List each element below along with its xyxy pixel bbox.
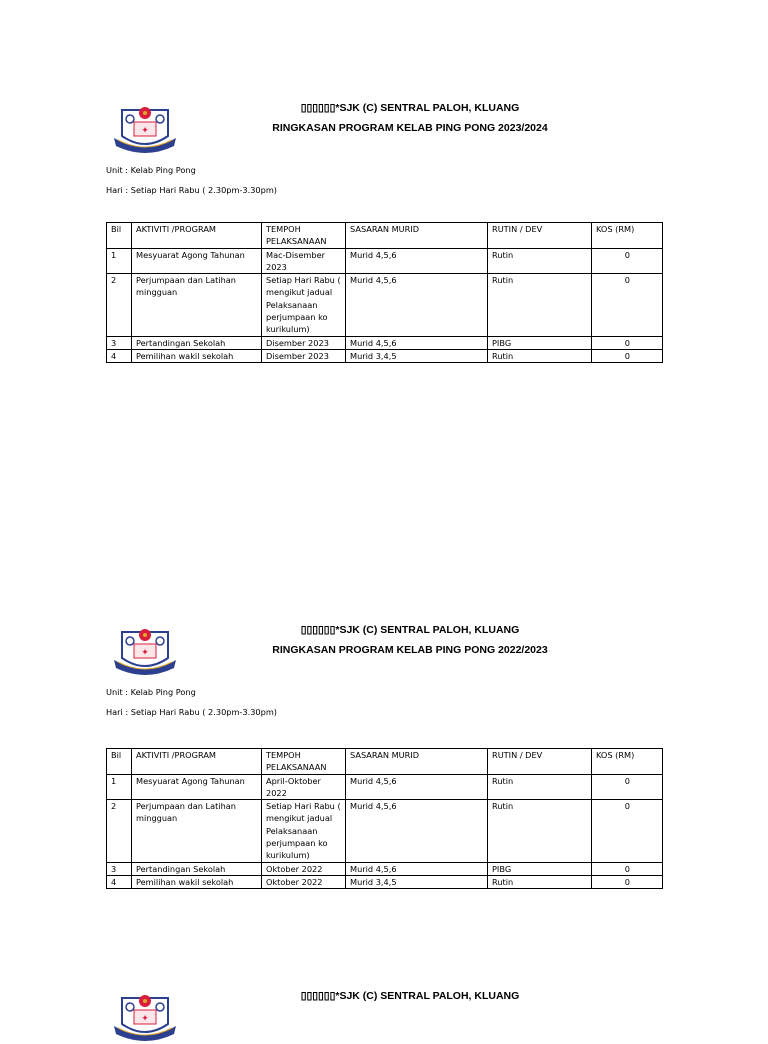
cell-sasaran: Murid 4,5,6 xyxy=(346,336,488,349)
header-cell: AKTIVITI /PROGRAM xyxy=(132,223,262,249)
header-cell: TEMPOH PELAKSANAAN xyxy=(262,223,346,249)
svg-text:✦: ✦ xyxy=(141,126,149,136)
cell-sasaran: Murid 4,5,6 xyxy=(346,774,488,800)
school-title: ▯▯▯▯▯▯*SJK (C) SENTRAL PALOH, KLUANG xyxy=(300,990,520,1002)
table-row xyxy=(107,774,663,800)
cell-bil: 1 xyxy=(107,774,132,800)
cell-kos: 0 xyxy=(592,800,663,862)
cell-kos: 0 xyxy=(592,774,663,800)
cell-kos: 0 xyxy=(592,349,663,362)
table-header-row xyxy=(107,223,663,249)
table-row xyxy=(107,800,663,862)
cell-tempoh: Mac-Disember 2023 xyxy=(262,248,346,274)
cell-aktiviti: Pemilihan wakil sekolah xyxy=(132,349,262,362)
cell-aktiviti: Perjumpaan dan Latihan mingguan xyxy=(132,800,262,862)
cell-tempoh: April-Oktober 2022 xyxy=(262,774,346,800)
header-cell: KOS (RM) xyxy=(592,749,663,775)
cell-sasaran: Murid 4,5,6 xyxy=(346,862,488,875)
cell-tempoh: Oktober 2022 xyxy=(262,875,346,888)
table-row xyxy=(107,336,663,349)
cell-aktiviti: Perjumpaan dan Latihan mingguan xyxy=(132,274,262,336)
cell-aktiviti: Mesyuarat Agong Tahunan xyxy=(132,774,262,800)
cell-rutin: Rutin xyxy=(488,800,592,862)
cell-aktiviti: Pertandingan Sekolah xyxy=(132,336,262,349)
header-cell: RUTIN / DEV xyxy=(488,749,592,775)
cell-bil: 4 xyxy=(107,349,132,362)
school-title: ▯▯▯▯▯▯*SJK (C) SENTRAL PALOH, KLUANG xyxy=(300,102,520,114)
hari-label: Hari : Setiap Hari Rabu ( 2.30pm-3.30pm) xyxy=(106,707,277,717)
cell-rutin: PIBG xyxy=(488,336,592,349)
cell-kos: 0 xyxy=(592,248,663,274)
header-cell: SASARAN MURID xyxy=(346,749,488,775)
header-cell: AKTIVITI /PROGRAM xyxy=(132,749,262,775)
cell-kos: 0 xyxy=(592,862,663,875)
cell-sasaran: Murid 4,5,6 xyxy=(346,800,488,862)
cell-bil: 3 xyxy=(107,336,132,349)
hari-label: Hari : Setiap Hari Rabu ( 2.30pm-3.30pm) xyxy=(106,185,277,195)
cell-tempoh: Disember 2023 xyxy=(262,349,346,362)
table-row xyxy=(107,248,663,274)
program-table xyxy=(106,748,663,889)
cell-tempoh: Setiap Hari Rabu ( mengikut jadual Pelaksanaan perjumpaan ko kurikulum) xyxy=(262,800,346,862)
cell-tempoh: Disember 2023 xyxy=(262,336,346,349)
svg-text:✦: ✦ xyxy=(141,1014,149,1024)
cell-kos: 0 xyxy=(592,875,663,888)
cell-tempoh: Setiap Hari Rabu ( mengikut jadual Pelaksanaan perjumpaan ko kurikulum) xyxy=(262,274,346,336)
cell-bil: 2 xyxy=(107,274,132,336)
cell-tempoh: Oktober 2022 xyxy=(262,862,346,875)
unit-label: Unit : Kelab Ping Pong xyxy=(106,165,196,175)
table-row xyxy=(107,274,663,336)
table-row xyxy=(107,875,663,888)
cell-rutin: Rutin xyxy=(488,274,592,336)
cell-rutin: Rutin xyxy=(488,248,592,274)
program-title: RINGKASAN PROGRAM KELAB PING PONG 2022/2023 xyxy=(272,644,548,656)
cell-bil: 4 xyxy=(107,875,132,888)
cell-sasaran: Murid 4,5,6 xyxy=(346,248,488,274)
cell-aktiviti: Pemilihan wakil sekolah xyxy=(132,875,262,888)
cell-bil: 3 xyxy=(107,862,132,875)
header-cell: RUTIN / DEV xyxy=(488,223,592,249)
program-title: RINGKASAN PROGRAM KELAB PING PONG 2023/2024 xyxy=(272,122,548,134)
cell-aktiviti: Pertandingan Sekolah xyxy=(132,862,262,875)
cell-aktiviti: Mesyuarat Agong Tahunan xyxy=(132,248,262,274)
table-row xyxy=(107,349,663,362)
table-header-row xyxy=(107,749,663,775)
header-cell: Bil xyxy=(107,223,132,249)
cell-sasaran: Murid 3,4,5 xyxy=(346,349,488,362)
cell-kos: 0 xyxy=(592,336,663,349)
cell-rutin: Rutin xyxy=(488,774,592,800)
cell-bil: 2 xyxy=(107,800,132,862)
header-cell: TEMPOH PELAKSANAAN xyxy=(262,749,346,775)
cell-sasaran: Murid 4,5,6 xyxy=(346,274,488,336)
program-table xyxy=(106,222,663,363)
svg-text:✦: ✦ xyxy=(141,648,149,658)
cell-sasaran: Murid 3,4,5 xyxy=(346,875,488,888)
header-cell: SASARAN MURID xyxy=(346,223,488,249)
unit-label: Unit : Kelab Ping Pong xyxy=(106,687,196,697)
header-cell: KOS (RM) xyxy=(592,223,663,249)
cell-rutin: Rutin xyxy=(488,349,592,362)
cell-bil: 1 xyxy=(107,248,132,274)
cell-kos: 0 xyxy=(592,274,663,336)
cell-rutin: Rutin xyxy=(488,875,592,888)
header-cell: Bil xyxy=(107,749,132,775)
table-row xyxy=(107,862,663,875)
school-title: ▯▯▯▯▯▯*SJK (C) SENTRAL PALOH, KLUANG xyxy=(300,624,520,636)
cell-rutin: PIBG xyxy=(488,862,592,875)
